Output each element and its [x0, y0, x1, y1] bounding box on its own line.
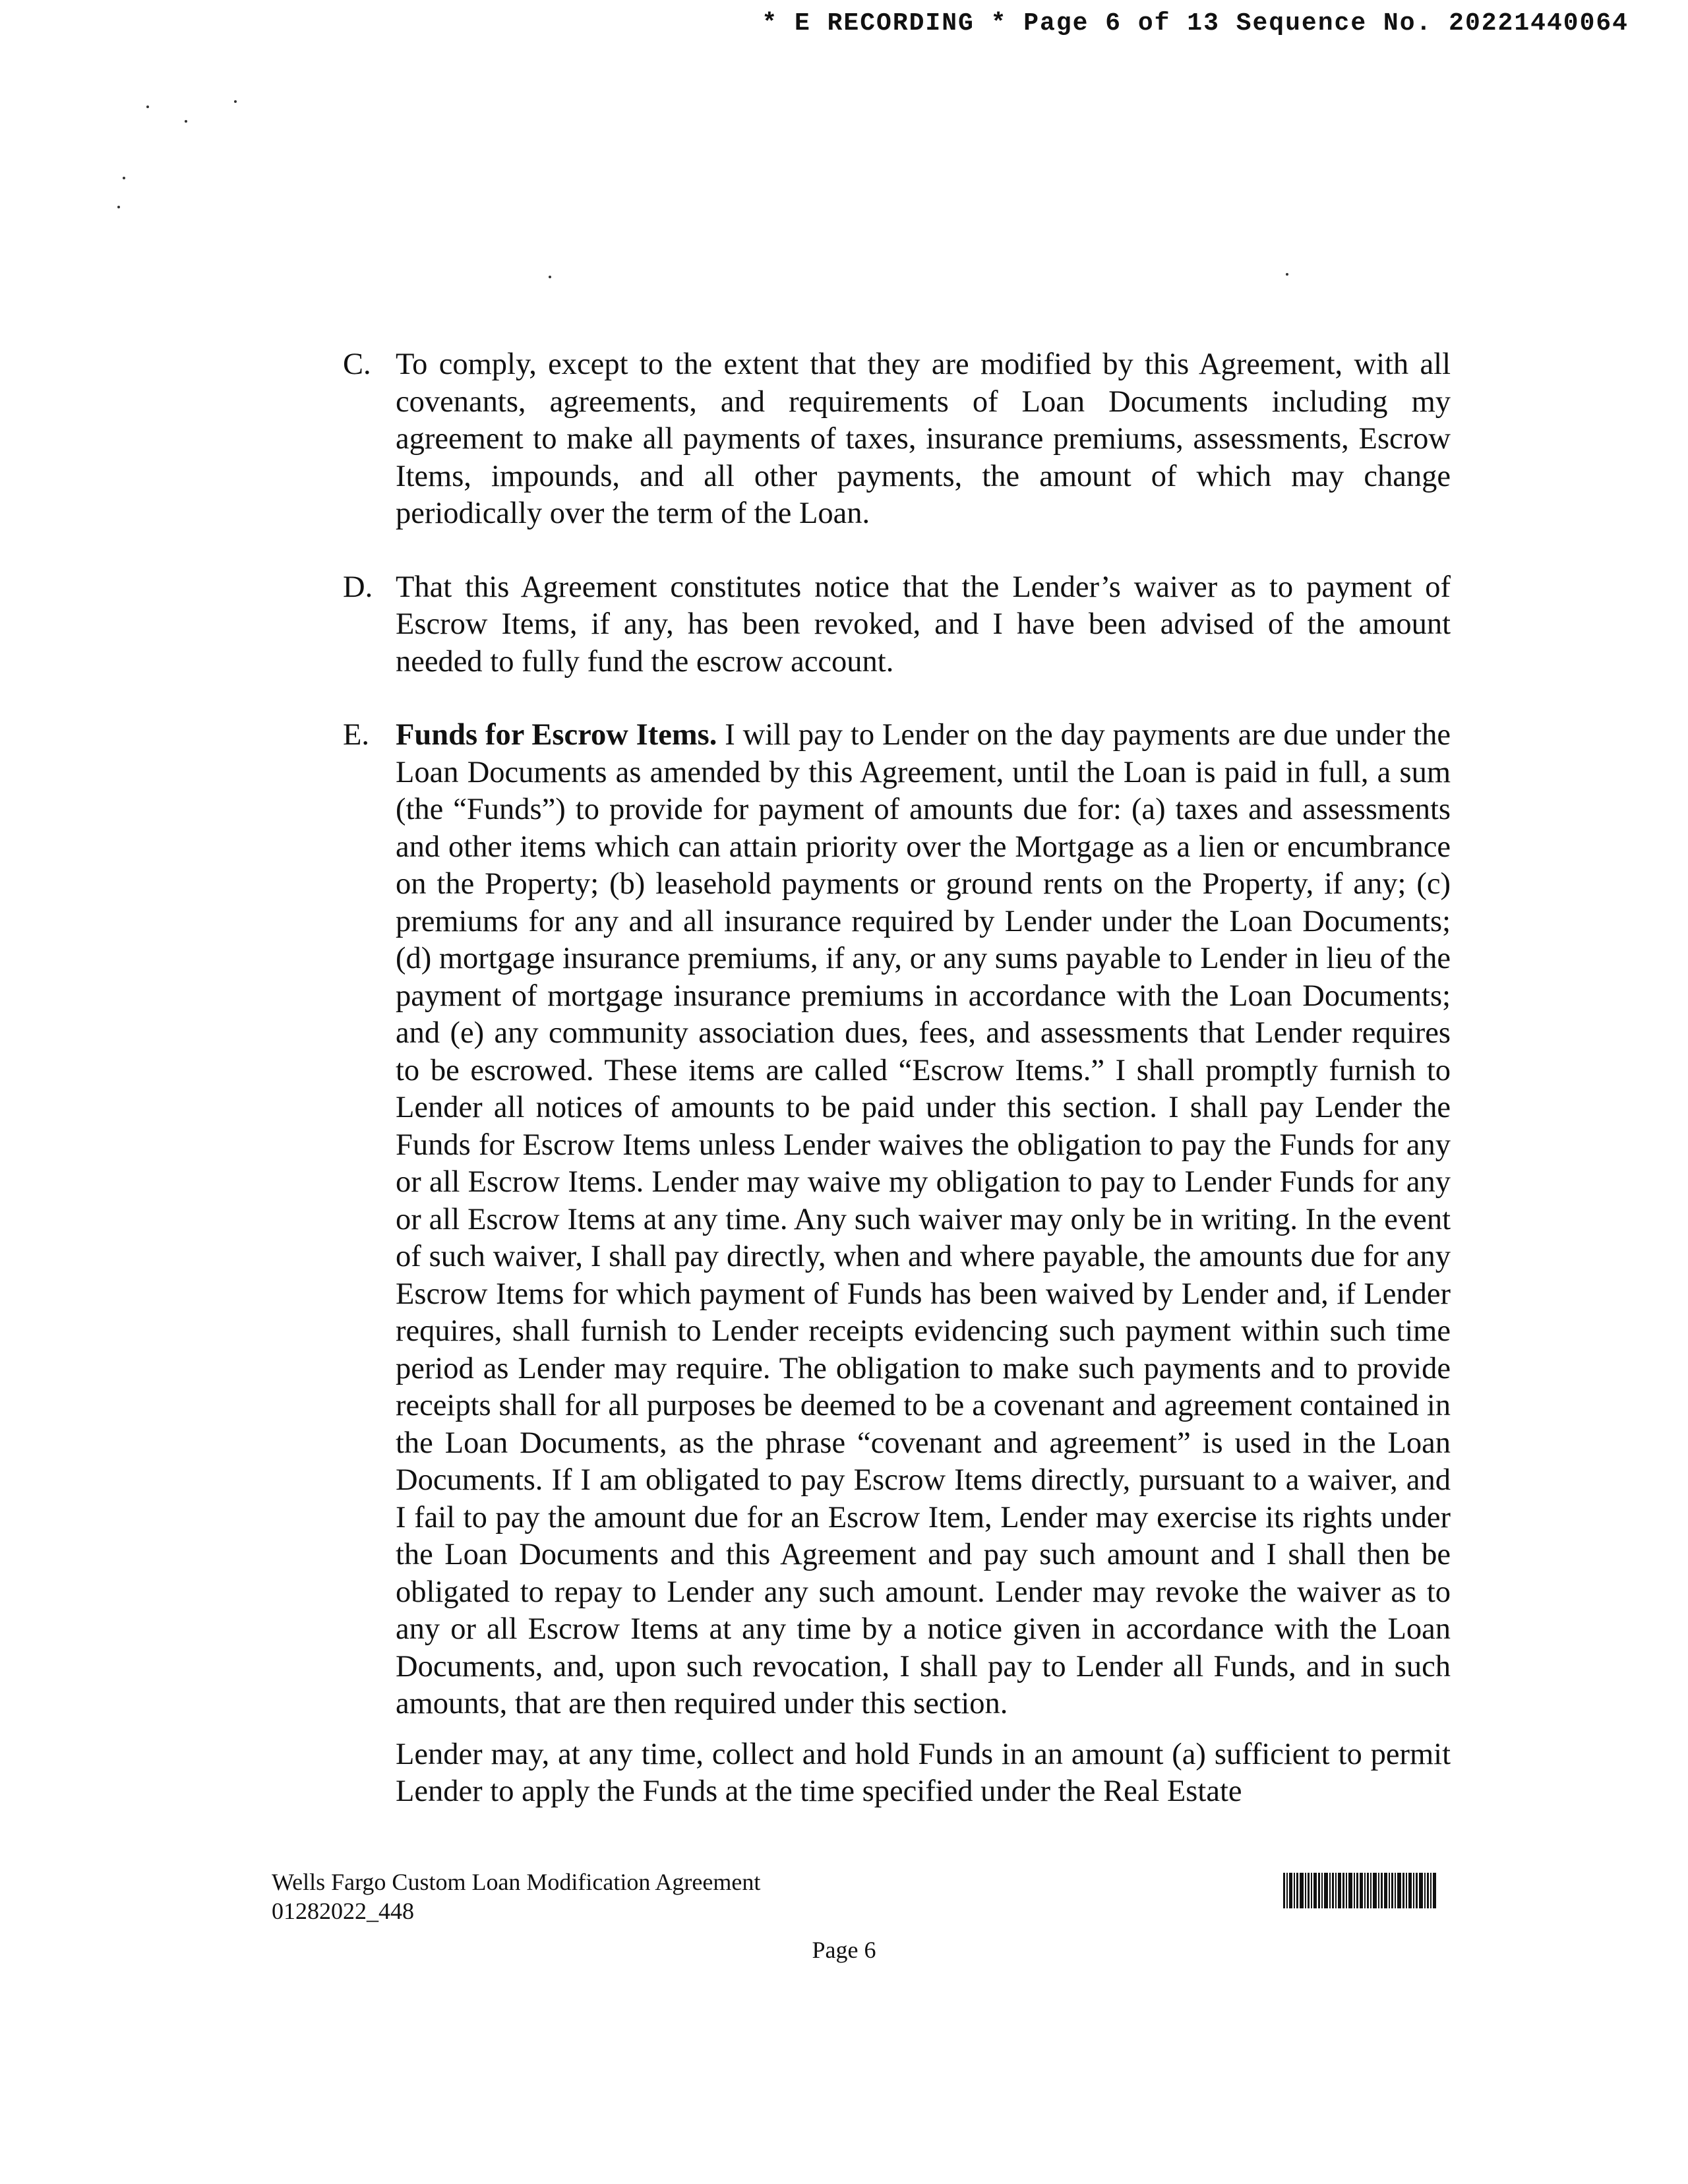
scan-speck	[117, 206, 120, 208]
clause-letter: E.	[343, 718, 370, 752]
scan-speck	[123, 177, 125, 179]
scan-speck	[1286, 273, 1288, 276]
clause-letter: D.	[343, 570, 373, 604]
scan-speck	[185, 120, 187, 123]
page-number: Page 6	[812, 1937, 876, 1963]
footer-title: Wells Fargo Custom Loan Modification Agreement	[272, 1869, 761, 1895]
clause-text: That this Agreement constitutes notice that the Lender’s waiver as to payment of Escrow Items, if any, has been revoked, and I have been advised of the amount needed to fully fund the escrow account.	[396, 570, 1451, 679]
clause-paragraph	[396, 717, 1451, 1723]
clause-text: I will pay to Lender on the day payments are due under the Loan Documents as amended by this Agreement, until the Loan is paid in full, a sum (the “Funds”) to provide for payment of amounts due for: (a) taxes and assessments and other items which can attain priority over the Mortgage as a lien or encumbrance on the Property; (b) leasehold payments or ground rents on the Property, if any; (c) premiums for any and all insurance required by Lender under the Loan Documents; (d) mortgage insurance premiums, if any, or any sums payable to Lender in lieu of the payment of mortgage insurance premiums in accordance with the Loan Documents; and (e) any community association dues, fees, and assessments that Lender requires to be escrowed. These items are called “Escrow Items.” I shall promptly furnish to Lender all notices of amounts to be paid under this section. I shall pay Lender the Funds for Escrow Items unless Lender waives the obligation to pay the Funds for any or all Escrow Items. Lender may waive my obligation to pay to Lender Funds for any or all Escrow Items at any time. Any such waiver may only be in writing. In the event of such waiver, I shall pay directly, when and where payable, the amounts due for any Escrow Items for which payment of Funds has been waived by Lender and, if Lender requires, shall furnish to Lender receipts evidencing such payment within such time period as Lender may require. The obligation to make such payments and to provide receipts shall for all purposes be deemed to be a covenant and agreement contained in the Loan Documents, as the phrase “covenant and agreement” is used in the Loan Documents. If I am obligated to pay Escrow Items directly, pursuant to a waiver, and I fail to pay the amount due for an Escrow Item, Lender may exercise its rights under the Loan Documents and this Agreement and pay such amount and I shall then be obligated to repay to Lender any such amount. Lender may revoke the waiver as to any or all Escrow Items at any time by a notice given in accordance with the Loan Documents, and, upon such revocation, I shall pay to Lender all Funds, and in such amounts, that are then required under this section.	[396, 718, 1451, 1720]
footer-code: 01282022_448	[272, 1898, 414, 1924]
scan-speck	[549, 276, 551, 278]
clause-title: Funds for Escrow Items.	[396, 718, 717, 752]
clause-text: To comply, except to the extent that they are modified by this Agreement, with all covenants, agreements, and requirements of Loan Documents including my agreement to make all payments of taxes, insurance premiums, assessments, Escrow Items, impounds, and all other payments, the amount of which may change periodically over the term of the Loan.	[396, 348, 1451, 530]
clause-letter: C.	[343, 348, 371, 381]
clause-c	[343, 346, 1451, 533]
barcode-icon	[1283, 1873, 1447, 1908]
clause-continuation: Lender may, at any time, collect and hold Funds in an amount (a) sufficient to permit Lender to apply the Funds at the time specified under the Real Estate	[396, 1737, 1451, 1808]
document-body	[343, 346, 1451, 1847]
clause-d	[343, 569, 1451, 681]
footer	[272, 1867, 760, 1926]
scan-speck	[146, 106, 149, 108]
clause-e	[343, 717, 1451, 1811]
recording-stamp: * E RECORDING * Page 6 of 13 Sequence No. 20221440064	[762, 9, 1629, 38]
scan-speck	[234, 100, 237, 103]
